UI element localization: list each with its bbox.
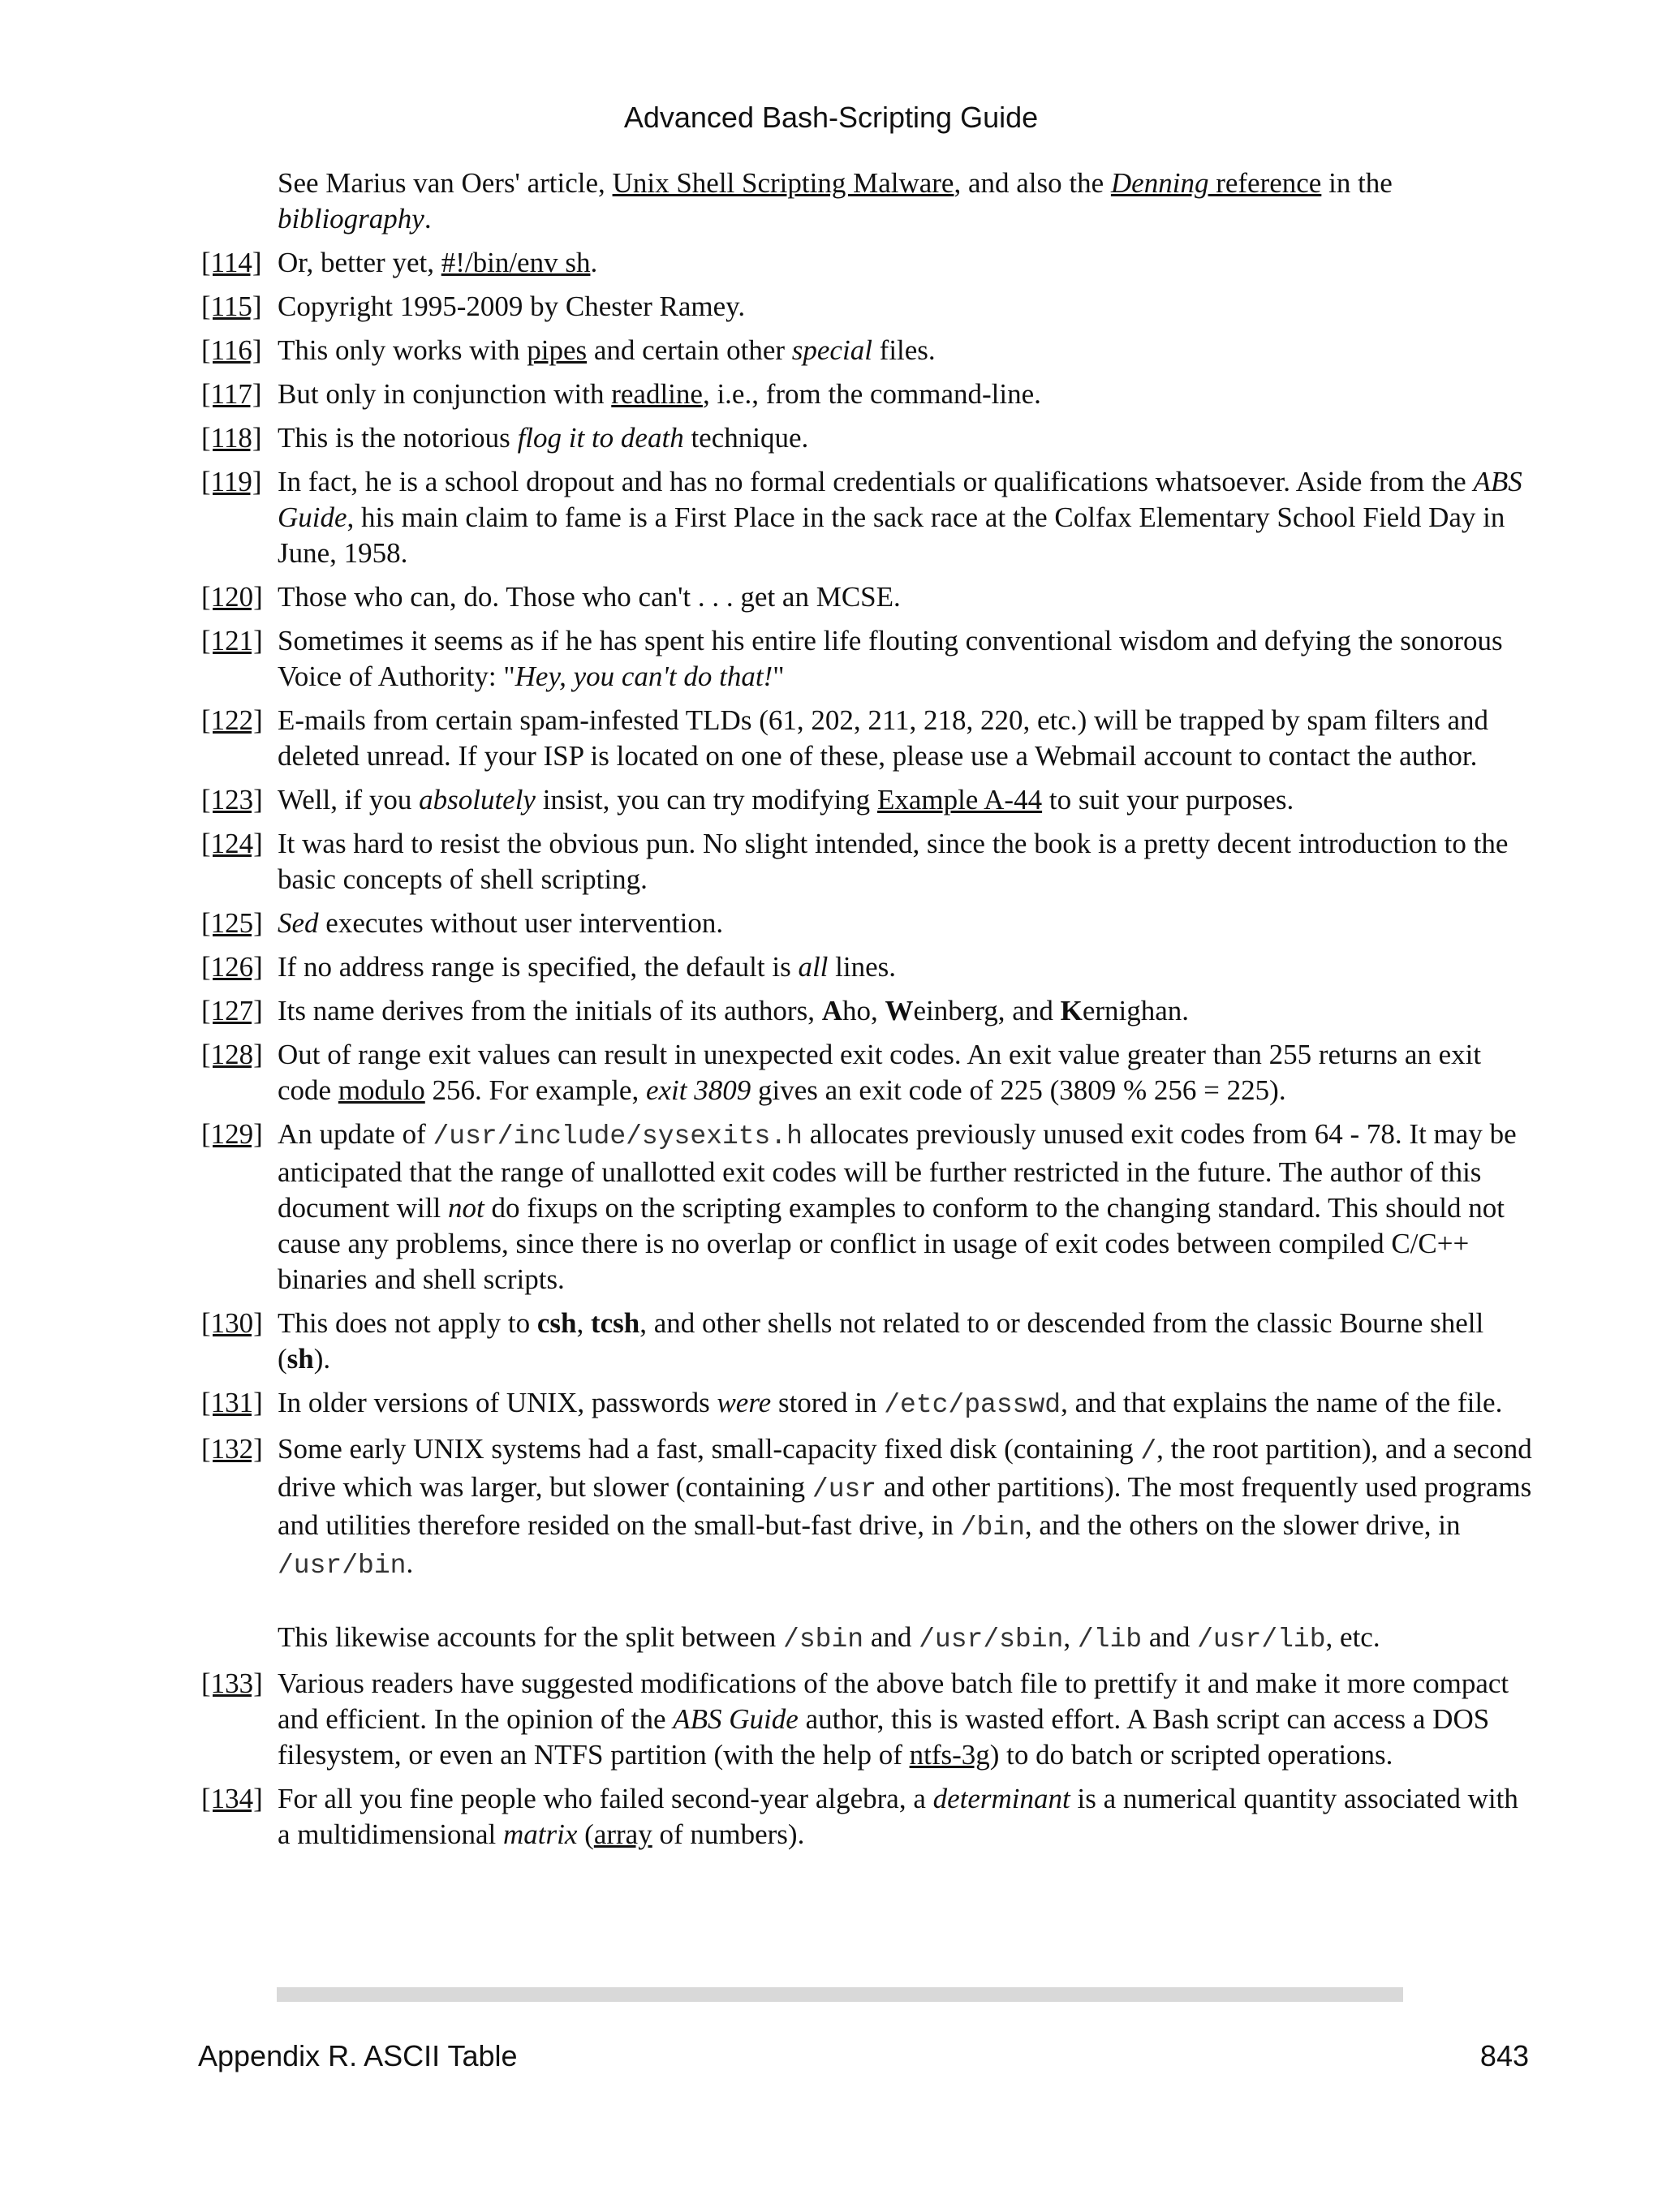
footer-chapter: Appendix R. ASCII Table [198, 2039, 518, 2072]
text: Copyright 1995-2009 by Chester Ramey. [278, 290, 746, 322]
text: Out of range exit values can result in unexpected exit codes. An exit value greater than 255 returns an exit code [278, 1039, 1482, 1106]
footnote-ref-125[interactable]: [125] [201, 907, 263, 939]
footnote-text [278, 289, 1532, 325]
text: . [590, 247, 598, 278]
emphasis: special [791, 334, 872, 366]
code-path: /usr/include/sysexits.h [433, 1121, 803, 1151]
link-text: reference [1208, 167, 1322, 199]
text: An update of [278, 1118, 433, 1150]
text: This only works with [278, 334, 527, 366]
text: , his main claim to fame is a First Place in the sack race at the Colfax Elementary School Field Day in June, 1958. [278, 501, 1505, 569]
footnote-133 [201, 1666, 1532, 1773]
code-path: /lib [1077, 1625, 1143, 1655]
footnote-text [278, 826, 1532, 897]
emphasis: not [447, 1192, 484, 1224]
text: Well, if you [278, 784, 420, 816]
footnote-text [278, 420, 1532, 456]
footnote-134 [201, 1781, 1532, 1853]
text: , i.e., from the command-line. [702, 378, 1041, 410]
footnote-ref-124[interactable]: [124] [201, 828, 263, 859]
text: allocates previously unused exit codes from 64 - 78. It may be anticipated that the range of unallotted exit codes will be further restricted in the future. The author of this document will [278, 1118, 1517, 1224]
horizontal-rule [277, 1987, 1403, 2002]
link-array[interactable]: array [593, 1818, 652, 1850]
footnote-126 [201, 949, 1532, 985]
footnote-123 [201, 782, 1532, 818]
footnote-130 [201, 1306, 1532, 1377]
footnote-131 [201, 1385, 1532, 1423]
code-path: /usr [812, 1474, 877, 1504]
footnote-ref-120[interactable]: [120] [201, 581, 263, 613]
link-unix-shell-scripting-malware[interactable]: Unix Shell Scripting Malware [612, 167, 954, 199]
text: and other partitions). The most frequently used programs and utilities therefore resided on the small-but-fast drive, in [278, 1471, 1532, 1541]
code-path: / [1140, 1436, 1157, 1466]
text: ( [577, 1818, 594, 1850]
text: and [1142, 1621, 1198, 1653]
link-bin-env-sh[interactable]: #!/bin/env sh [441, 247, 591, 278]
emphasis: matrix [503, 1818, 578, 1850]
footnote-124 [201, 826, 1532, 897]
footnote-132 [201, 1431, 1532, 1658]
text: insist, you can try modifying [535, 784, 877, 816]
text: einberg, and [913, 995, 1061, 1026]
footnote-117 [201, 377, 1532, 412]
text: stored in [771, 1387, 885, 1418]
link-pipes[interactable]: pipes [527, 334, 588, 366]
emphasis: absolutely [419, 784, 536, 816]
text: technique. [683, 422, 809, 454]
footnote-ref-129[interactable]: [129] [201, 1118, 263, 1150]
footnote-ref-134[interactable]: [134] [201, 1783, 263, 1814]
emphasis: exit 3809 [645, 1074, 751, 1106]
emphasis: were [717, 1387, 772, 1418]
text: , etc. [1325, 1621, 1380, 1653]
footnote-text [278, 906, 1532, 941]
footnote-ref-123[interactable]: [123] [201, 784, 263, 816]
link-readline[interactable]: readline [611, 378, 703, 410]
text: See Marius van Oers' article, [278, 167, 613, 199]
text: , the root partition), and a second drive which was larger, but slower (containing [278, 1433, 1532, 1503]
text: executes without user intervention. [318, 907, 724, 939]
footnote-128 [201, 1037, 1532, 1108]
link-ntfs-3g[interactable]: ntfs-3g [909, 1739, 990, 1771]
footnote-ref-128[interactable]: [128] [201, 1039, 263, 1070]
text: gives an exit code of 225 (3809 % 256 = 225). [751, 1074, 1286, 1106]
footnote-122 [201, 703, 1532, 774]
footnote-ref-115[interactable]: [115] [201, 290, 262, 322]
footnote-ref-118[interactable]: [118] [201, 422, 262, 454]
footnote-ref-131[interactable]: [131] [201, 1387, 263, 1418]
footnote-129 [201, 1117, 1532, 1298]
bold: tcsh [590, 1307, 640, 1339]
emphasis: ABS Guide [278, 466, 1522, 533]
footnote-ref-133[interactable]: [133] [201, 1668, 263, 1699]
text: , and also the [954, 167, 1111, 199]
footnote-text [278, 1781, 1532, 1853]
text: " [773, 661, 785, 692]
text: If no address range is specified, the default is [278, 951, 799, 983]
text: and certain other [587, 334, 792, 366]
footnote-text [278, 1037, 1532, 1108]
text: is a numerical quantity associated with a multidimensional [278, 1783, 1518, 1850]
code-path: /usr/lib [1197, 1625, 1326, 1655]
link-example-a-44[interactable]: Example A-44 [876, 784, 1043, 816]
footnote-ref-130[interactable]: [130] [201, 1307, 263, 1339]
text: ) to do batch or scripted operations. [989, 1739, 1393, 1771]
page-footer [198, 2039, 1529, 2073]
text: In fact, he is a school dropout and has no formal credentials or qualifications whatsoever. Aside from the [278, 466, 1474, 497]
emphasis: determinant [932, 1783, 1070, 1814]
page-number: 843 [1479, 2039, 1529, 2072]
footnote-text [278, 1385, 1532, 1423]
text: , and the others on the slower drive, in [1024, 1509, 1461, 1541]
footnote-text [278, 377, 1532, 412]
text: In older versions of UNIX, passwords [278, 1387, 717, 1418]
text: Various readers have suggested modifications of the above batch file to prettify it and make it more compact and efficient. In the opinion of the [278, 1668, 1509, 1735]
code-path: /usr/bin [278, 1551, 407, 1581]
text: E-mails from certain spam-infested TLDs (61, 202, 211, 218, 220, etc.) will be trapped by spam filters and deleted unread. If your ISP is located on one of these, please use a Webmail account to contact the author. [278, 704, 1488, 772]
footnote-114 [201, 245, 1532, 281]
page-header: Advanced Bash-Scripting Guide [623, 101, 1039, 134]
text: of numbers). [652, 1818, 805, 1850]
footnote-text [278, 579, 1532, 615]
text: Sometimes it seems as if he has spent his entire life flouting conventional wisdom and defying the sonorous Voice of Authority: " [278, 625, 1503, 692]
footnote-119 [201, 464, 1532, 571]
footnote-ref-132[interactable]: [132] [201, 1433, 263, 1465]
footnote-text [278, 993, 1532, 1029]
text: , and other shells not related to or descended from the classic Bourne shell ( [278, 1307, 1484, 1375]
footnote-text [278, 949, 1532, 985]
footnote-116 [201, 333, 1532, 368]
paragraph [278, 1620, 1532, 1658]
code-path: /etc/passwd [884, 1390, 1061, 1420]
text: For all you fine people who failed second-year algebra, a [278, 1783, 933, 1814]
footnote-ref-127[interactable]: [127] [201, 995, 263, 1026]
emphasis: bibliography [278, 203, 424, 235]
text: do fixups on the scripting examples to conform to the changing standard. This should not cause any problems, since there is no overlap or conflict in usage of exit codes between compiled C/C++ binaries and shell scripts. [278, 1192, 1505, 1295]
text: Some early UNIX systems had a fast, small-capacity fixed disk (containing [278, 1433, 1141, 1465]
text: files. [872, 334, 936, 366]
text: lines. [828, 951, 897, 983]
paragraph [278, 1431, 1532, 1584]
bold: csh [536, 1307, 577, 1339]
text: in the [1321, 167, 1393, 199]
text: author, this is wasted effort. A Bash script can access a DOS filesystem, or even an NTFS partition (with the help of [278, 1703, 1490, 1771]
text: . [406, 1547, 414, 1579]
text: This does not apply to [278, 1307, 537, 1339]
code-path: /bin [960, 1513, 1025, 1543]
text: , [1063, 1621, 1078, 1653]
text: 256. For example, [424, 1074, 646, 1106]
footnote-text [278, 333, 1532, 368]
text: It was hard to resist the obvious pun. No slight intended, since the book is a pretty decent introduction to the basic concepts of shell scripting. [278, 828, 1509, 895]
text: . [424, 203, 432, 235]
link-modulo[interactable]: modulo [338, 1074, 425, 1106]
footnote-ref-126[interactable]: [126] [201, 951, 263, 983]
text: to suit your purposes. [1042, 784, 1294, 816]
footnote-text [278, 1306, 1532, 1377]
emphasis: Hey, you can't do that! [515, 661, 773, 692]
bold: sh [286, 1343, 314, 1375]
text: Those who can, do. Those who can't . . . get an MCSE. [278, 581, 901, 613]
text: Or, better yet, [278, 247, 441, 278]
text: , [576, 1307, 591, 1339]
footnote-text [278, 1117, 1532, 1298]
bold: A [821, 995, 842, 1026]
bold: K [1060, 995, 1083, 1026]
footnote-text [278, 703, 1532, 774]
footnote-text [278, 623, 1532, 695]
footnote-text [278, 1666, 1532, 1773]
link-text: Denning [1110, 167, 1209, 199]
footnote-ref-116[interactable]: [116] [201, 334, 262, 366]
footnote-113-continuation [278, 166, 1532, 237]
footnotes-content [201, 166, 1532, 1861]
emphasis: ABS Guide [673, 1703, 799, 1735]
footnote-120 [201, 579, 1532, 615]
emphasis: all [798, 951, 829, 983]
emphasis: flog it to death [517, 422, 684, 454]
text: Its name derives from the initials of its authors, [278, 995, 822, 1026]
text: ernighan. [1082, 995, 1190, 1026]
footnote-text [278, 245, 1532, 281]
footnote-ref-117[interactable]: [117] [201, 378, 262, 410]
text: ho, [842, 995, 885, 1026]
footnote-118 [201, 420, 1532, 456]
footnote-115 [201, 289, 1532, 325]
footnote-text [278, 782, 1532, 818]
text: But only in conjunction with [278, 378, 612, 410]
footnote-text [278, 464, 1532, 571]
footnote-121 [201, 623, 1532, 695]
footnote-text [278, 1431, 1532, 1658]
footnote-ref-114[interactable]: [114] [201, 247, 262, 278]
bold: W [885, 995, 914, 1026]
footnote-ref-121[interactable]: [121] [201, 625, 263, 656]
footnote-ref-119[interactable]: [119] [201, 466, 262, 497]
footnote-127 [201, 993, 1532, 1029]
text: ). [313, 1343, 331, 1375]
text: and [863, 1621, 919, 1653]
link-denning-reference[interactable] [1111, 167, 1321, 199]
footnote-ref-122[interactable]: [122] [201, 704, 263, 736]
text: This is the notorious [278, 422, 518, 454]
footnote-125 [201, 906, 1532, 941]
emphasis: Sed [278, 907, 319, 939]
code-path: /sbin [783, 1625, 864, 1655]
text: , and that explains the name of the file. [1061, 1387, 1503, 1418]
text: This likewise accounts for the split between [278, 1621, 784, 1653]
code-path: /usr/sbin [919, 1625, 1064, 1655]
